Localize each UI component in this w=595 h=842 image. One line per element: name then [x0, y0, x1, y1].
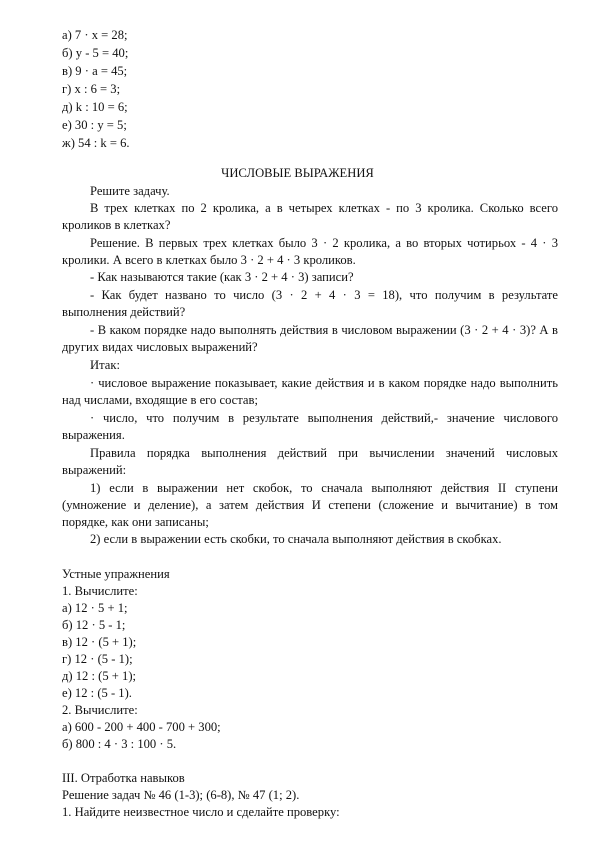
exercise-1-title: 1. Вычислите: [62, 584, 138, 598]
rules-line-2: выражений: [62, 463, 127, 477]
part-3-item-1: 1. Найдите неизвестное число и сделайте проверку: [62, 805, 340, 819]
solution-line-1: Решение. В первых трех клетках было 3 · 2 кролика, а во вторых чотирьох - 4 · 3 [90, 236, 558, 250]
task-text-line-1: В трех клетках по 2 кролика, а в четырех клетках - по 3 кролика. Сколько всего [90, 201, 558, 215]
part-3-tasks: Решение задач № 46 (1-3); (6-8), № 47 (1; 2). [62, 788, 300, 802]
equation-d: д) k : 10 = 6; [62, 100, 128, 114]
rules-line-1: Правила порядка выполнения действий при вычислении значений числовых [90, 446, 558, 460]
bullet-1-line-1: · числовое выражение показывает, какие действия и в каком порядке надо выполнить [90, 376, 558, 390]
exercise-2-item: б) 800 : 4 · 3 : 100 · 5. [62, 737, 177, 751]
equation-v: в) 9 · а = 45; [62, 64, 128, 78]
rule-2: 2) если в выражении есть скобки, то сначала выполняют действия в скобках. [90, 532, 502, 546]
itak-label: Итак: [90, 358, 120, 372]
task-text-line-2: кроликов в клетках? [62, 218, 171, 232]
exercise-1-item: д) 12 : (5 + 1); [62, 669, 137, 683]
equation-e: е) 30 : у = 5; [62, 118, 127, 132]
oral-exercises-title: Устные упражнения [62, 567, 170, 581]
bullet-2-line-2: выражения. [62, 428, 125, 442]
bullet-2-line-1: · число, что получим в результате выполнения действий,- значение числового [90, 411, 558, 425]
solution-line-2: кролики. А всего в клетках было 3 · 2 + 4 · 3 кроликов. [62, 253, 356, 267]
rule-1-line-2: (умножение и деление), а затем действия И степени (сложение и вычитание) в том [62, 498, 558, 512]
rule-1-line-1: 1) если в выражении нет скобок, то сначала выполняют действия II ступени [90, 481, 558, 495]
equation-a: а) 7 · х = 28; [62, 28, 128, 42]
equation-zh: ж) 54 : k = 6. [62, 136, 130, 150]
question-2-line-1: - Как будет названо то число (3 · 2 + 4 · 3 = 18), что получим в результате [90, 288, 558, 302]
question-1: - Как называются такие (как 3 · 2 + 4 · 3) записи? [90, 270, 354, 284]
rule-1-line-3: порядке, как они записаны; [62, 515, 209, 529]
question-3-line-1: - В каком порядке надо выполнять действия в числовом выражении (3 · 2 + 4 · 3)? А в [90, 323, 558, 337]
exercise-1-item: а) 12 · 5 + 1; [62, 601, 128, 615]
task-intro: Решите задачу. [90, 184, 170, 198]
question-2-line-2: выполнения действий? [62, 305, 186, 319]
bullet-1-line-2: над числами, входящие в его состав; [62, 393, 258, 407]
part-3-title: III. Отработка навыков [62, 771, 185, 785]
exercise-1-item: б) 12 · 5 - 1; [62, 618, 126, 632]
exercise-1-item: г) 12 · (5 - 1); [62, 652, 133, 666]
exercise-2-title: 2. Вычислите: [62, 703, 138, 717]
equation-g: г) х : 6 = 3; [62, 82, 121, 96]
exercise-1-item: в) 12 · (5 + 1); [62, 635, 137, 649]
question-3-line-2: других видах числовых выражений? [62, 340, 258, 354]
section-title: ЧИСЛОВЫЕ ВЫРАЖЕНИЯ [221, 166, 374, 180]
equation-b: б) у - 5 = 40; [62, 46, 129, 60]
exercise-1-item: е) 12 : (5 - 1). [62, 686, 132, 700]
exercise-2-item: а) 600 - 200 + 400 - 700 + 300; [62, 720, 221, 734]
